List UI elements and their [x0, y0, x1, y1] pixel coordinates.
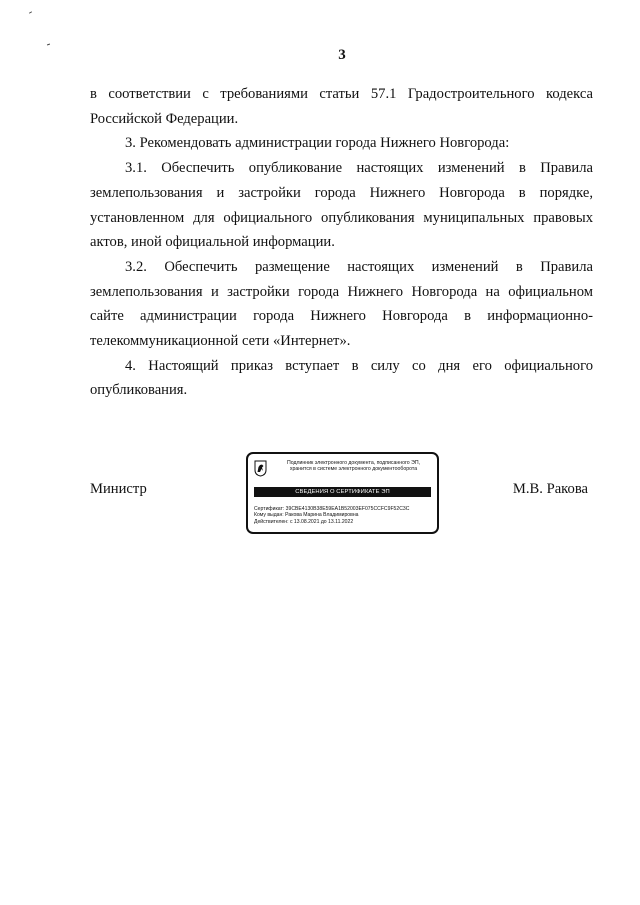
stamp-header: СВЕДЕНИЯ О СЕРТИФИКАТЕ ЭП [254, 487, 431, 497]
page-number: 3 [338, 47, 346, 63]
paragraph-item-3-2: 3.2. Обеспечить размещение настоящих изменений в Правила землепользования и застройки города Нижнего Новгорода на официальном сайте администрации города Нижнего Новгорода в информационно-телекоммуникационной сети «Интернет». [90, 258, 593, 350]
coat-of-arms-icon [254, 460, 267, 477]
document-body [90, 82, 593, 403]
signatory-name: М.В. Ракова [512, 481, 588, 497]
paragraph-item-4: 4. Настоящий приказ вступает в силу со дня его официального опубликования. [90, 357, 593, 399]
certificate-owner: Кому выдан: Ракова Марина Владимировна [254, 512, 359, 519]
scan-artifact [29, 11, 32, 13]
stamp-notice [272, 460, 435, 473]
stamp-notice-line: хранится в системе электронного документооборота [289, 466, 418, 473]
signatory-position: Министр [90, 481, 147, 497]
scan-artifact [47, 44, 50, 46]
certificate-validity: Действителен: с 13.08.2021 до 13.11.2022 [254, 518, 354, 525]
stamp-notice-line: Подлинник электронного документа, подписанного ЭП, [286, 460, 420, 466]
electronic-signature-stamp [246, 452, 439, 534]
paragraph-item-3: 3. Рекомендовать администрации города Нижнего Новгорода: [125, 135, 510, 152]
stamp-details [254, 506, 435, 525]
paragraph-continuation: в соответствии с требованиями статьи 57.1 Градостроительного кодекса Российской Федерации. [90, 86, 593, 127]
certificate-number: Сертификат: 39CBE4130B38E59EA1B52003EF075CCFC9F52C3C [254, 506, 410, 512]
paragraph-item-3-1: 3.1. Обеспечить опубликование настоящих изменений в Правила землепользования и застройки города Нижнего Новгорода в порядке, установленном для официального опубликования муниципальных правовых актов, иной официальной информации. [90, 160, 593, 251]
